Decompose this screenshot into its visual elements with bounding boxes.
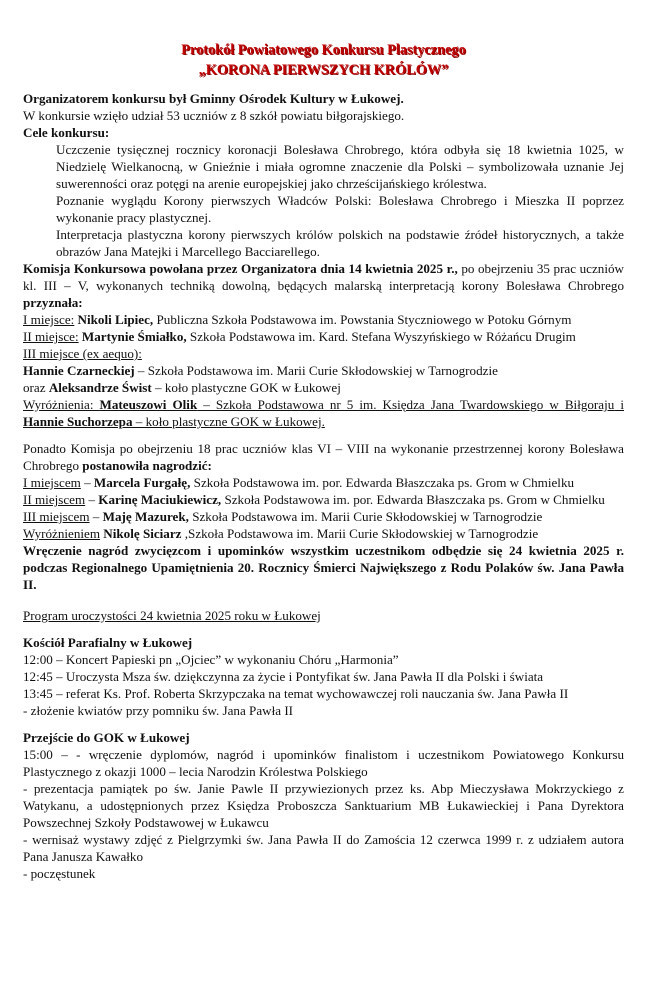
program-item: 15:00 – - wręczenie dyplomów, nagród i upominków finalistom i uczestnikom Powiatowego Konkursu Plastycznego z okazji 1000 – lecia Narodzin Królestwa Polskiego — [23, 747, 624, 779]
program-item: 12:45 – Uroczysta Msza św. dziękczynna za życie i Pontyfikat św. Jana Pawła II dla Polski i świata — [23, 669, 544, 684]
program-item: - poczęstunek — [23, 866, 96, 881]
commission2-paragraph — [23, 440, 624, 474]
award-label: I miejsce: — [23, 312, 75, 327]
award-school: – koło plastyczne GOK w Łukowej. — [132, 414, 325, 429]
award-name: Hannie Czarneckiej — [23, 363, 135, 378]
award-school: Szkoła Podstawowa im. Marii Curie Skłodowskiej w Tarnogrodzie — [188, 509, 543, 524]
goal-item: Uczczenie tysięcznej rocznicy koronacji Bolesława Chrobrego, która odbyła się 18 kwietnia 1025, w Niedzielę Wielkanocną, w Gnieźnie i miała ogromne znaczenie dla Polski – symbolizowała uznanie Jej suwerenności oraz potęgi na arenie europejskiej jako chrześcijańskiego królestwa. — [56, 142, 624, 191]
award2-third: III miejscem – Maję Mazurek, Szkoła Podstawowa im. Marii Curie Skłodowskiej w Tarnogrodzie — [23, 509, 543, 524]
award-prefix: i — [614, 397, 624, 412]
ceremony-note: Wręczenie nagród zwycięzcom i upominków wszystkim uczestnikom odbędzie się 24 kwietnia 2025 r. podczas Regionalnego Upamiętnienia 20. Rocznicy Śmierci Największego z Rodu Polaków św. Jana Pawła II. — [23, 543, 624, 592]
award-second — [23, 328, 624, 345]
title-line-2: „KORONA PIERWSZYCH KRÓLÓW” — [198, 62, 449, 78]
program-item: 13:45 – referat Ks. Prof. Roberta Skrzypczaka na temat wychowawczej roli nauczania św. Jana Pawła II — [23, 686, 569, 701]
award-school: ,Szkoła Podstawowa im. Marii Curie Skłodowskiej w Tarnogrodzie — [181, 526, 539, 541]
award-third-a — [23, 362, 624, 379]
award-school: – Szkoła Podstawowa nr 5 im. Księdza Jana Twardowskiego w Biłgoraju — [197, 397, 615, 412]
award-label: II miejscem — [23, 492, 86, 507]
program-item: - wernisaż wystawy zdjęć z Pielgrzymki św. Jana Pawła II do Zamościa 12 czerwca 1999 r. z udziałem autora Pana Janusza Kawałko — [23, 832, 624, 864]
award-school: – Szkoła Podstawowa im. Marii Curie Skłodowskiej w Tarnogrodzie — [134, 363, 498, 378]
award-third-label: III miejsce (ex aequo): — [23, 346, 142, 361]
program-title: Program uroczystości 24 kwietnia 2025 roku w Łukowej — [23, 608, 321, 623]
award-name: Martynie Śmiałko, — [81, 329, 187, 344]
program-item: - złożenie kwiatów przy pomniku św. Jana Pawła II — [23, 703, 294, 718]
award-label: Wyróżnienia: — [23, 397, 94, 412]
program-item: 12:00 – Koncert Papieski pn „Ojciec” w wykonaniu Chóru „Harmonia” — [23, 652, 399, 667]
award-distinctions — [23, 396, 624, 430]
participants-line: W konkursie wzięło udział 53 uczniów z 8 szkół powiatu biłgorajskiego. — [23, 108, 405, 123]
award-name: Marcela Furgałę, — [93, 475, 191, 490]
award-name: Hannie Suchorzepa — [23, 414, 133, 429]
award-label: III miejscem — [23, 509, 90, 524]
commission-bold: Komisja Konkursowa powołana przez Organizatora dnia 14 kwietnia 2025 r., — [23, 261, 458, 276]
award-prefix: oraz — [23, 380, 49, 395]
award-school: Publiczna Szkoła Podstawowa im. Powstania Styczniowego w Potoku Górnym — [153, 312, 572, 327]
document-title — [23, 40, 624, 80]
award-first — [23, 311, 624, 328]
award2-second: II miejscem – Karinę Maciukiewicz, Szkoła Podstawowa im. por. Edwarda Błaszczaka ps. Grom w Chmielku — [23, 492, 605, 507]
award2-first: I miejscem – Marcela Furgałę, Szkoła Podstawowa im. por. Edwarda Błaszczaka ps. Grom w Chmielku — [23, 475, 575, 490]
award-name: Aleksandrze Świst — [48, 380, 152, 395]
award-name: Mateuszowi Olik — [99, 397, 198, 412]
commission2-bold-end: postanowiła nagrodzić: — [82, 458, 212, 473]
award-school: – koło plastyczne GOK w Łukowej — [151, 380, 341, 395]
award-name: Karinę Maciukiewicz, — [98, 492, 222, 507]
award-label: Wyróżnieniem — [23, 526, 101, 541]
award-name: Maję Mazurek, — [102, 509, 189, 524]
goal-item: Poznanie wyglądu Korony pierwszych Władców Polski: Bolesława Chrobrego i Mieszka II poprzez wykonanie pracy plastycznej. — [56, 193, 624, 225]
award-name: Nikoli Lipiec, — [77, 312, 154, 327]
goals-heading: Cele konkursu: — [23, 125, 110, 140]
commission-text: po obejrzeniu 35 prac uczniów kl. III – V, wykonanych techniką dowolną, będących malarską interpretacją korony Bolesława Chrobrego — [23, 261, 624, 293]
commission2-text: Ponadto Komisja po obejrzeniu 18 prac uczniów klas VI – VIII na wykonanie przestrzennej korony Bolesława Chrobrego — [23, 441, 624, 473]
commission-paragraph — [23, 260, 624, 311]
award-school: Szkoła Podstawowa im. Kard. Stefana Wyszyńskiego w Różańcu Drugim — [186, 329, 576, 344]
title-line-1: Protokół Powiatowego Konkursu Plastycznego — [181, 42, 466, 58]
award-school: Szkoła Podstawowa im. por. Edwarda Błaszczaka ps. Grom w Chmielku — [221, 492, 605, 507]
award-label: I miejscem — [23, 475, 81, 490]
award-third-b — [23, 379, 624, 396]
award-school: Szkoła Podstawowa im. por. Edwarda Błaszczaka ps. Grom w Chmielku — [190, 475, 575, 490]
award-label: II miejsce: — [23, 329, 79, 344]
goal-item: Interpretacja plastyczna korony pierwszych królów polskich na podstawie źródeł historycznych, a także obrazów Jana Matejki i Marcellego Bacciarellego. — [56, 227, 624, 259]
program-item: - prezentacja pamiątek po św. Janie Pawle II przywiezionych przez ks. Abp Mieczysława Mokrzyckiego z Watykanu, a udostępnionych przez Księdza Proboszcza Sanktuarium MB Łukawieckiej i Pana Dyrektora Powszechnej Szkoły Podstawowej w Łukawcu — [23, 781, 624, 830]
organizer-line: Organizatorem konkursu był Gminny Ośrodek Kultury w Łukowej. — [23, 91, 404, 106]
gok-heading: Przejście do GOK w Łukowej — [23, 730, 190, 745]
commission-bold-end: przyznała: — [23, 295, 83, 310]
award2-distinction — [23, 525, 624, 542]
award-name: Nikolę Siciarz — [103, 526, 182, 541]
church-heading: Kościół Parafialny w Łukowej — [23, 635, 193, 650]
